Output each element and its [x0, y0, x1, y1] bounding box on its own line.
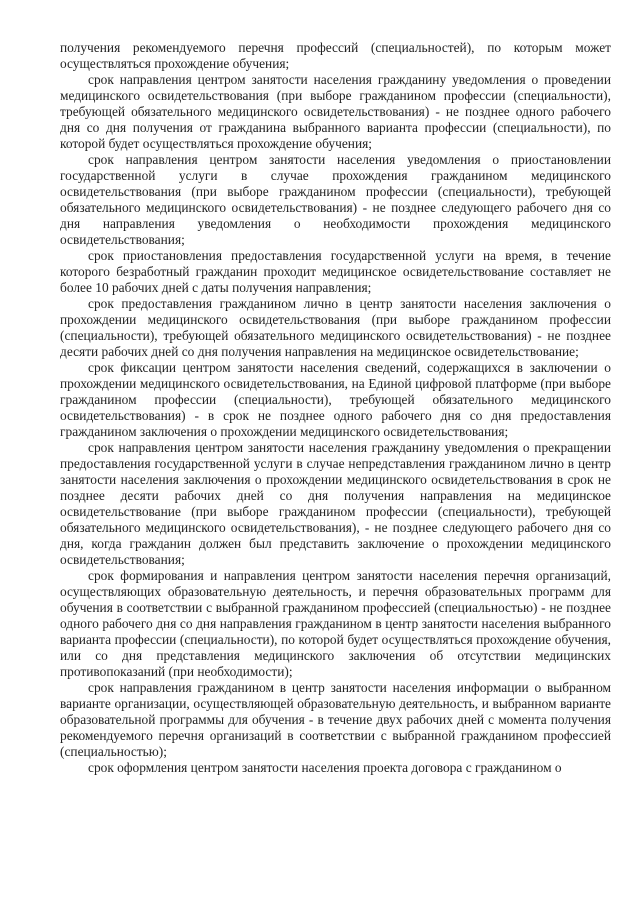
paragraph-7: срок направления центром занятости населения гражданину уведомления о прекращении предоставления государственной услуги в случае непредставления гражданином лично в центр занятости населения заключения о прохождении медицинского освидетельствования в срок не позднее десяти рабочих дней со дня получения направления на медицинское освидетельствование (при выборе гражданином профессии (специальности), требующей обязательного медицинского освидетельствования), - не позднее следующего рабочего дня со дня, когда гражданин должен был представить заключение о прохождении медицинского освидетельствования;	[60, 440, 611, 567]
paragraph-4: срок приостановления предоставления государственной услуги на время, в течение которого безработный гражданин проходит медицинское освидетельствование составляет не более 10 рабочих дней с даты получения направления;	[60, 248, 611, 295]
paragraph-10: срок оформления центром занятости населения проекта договора с гражданином о	[88, 760, 562, 775]
paragraph-3: срок направления центром занятости населения уведомления о приостановлении государственной услуги в случае прохождения гражданином медицинского освидетельствования (при выборе гражданином профессии (специальности), требующей обязательного медицинского освидетельствования) - не позднее следующего рабочего дня со дня направления уведомления о необходимости прохождения медицинского освидетельствования;	[60, 152, 611, 247]
paragraph-6: срок фиксации центром занятости населения сведений, содержащихся в заключении о прохождении медицинского освидетельствования, на Единой цифровой платформе (при выборе гражданином профессии (специальности), требующей обязательного медицинского освидетельствования) - в срок не позднее одного рабочего дня со дня предоставления гражданином заключения о прохождении медицинского освидетельствования;	[60, 360, 611, 439]
paragraph-1: получения рекомендуемого перечня профессий (специальностей), по которым может осуществляться прохождение обучения;	[60, 40, 611, 71]
document-page	[60, 40, 611, 776]
paragraph-9: срок направления гражданином в центр занятости населения информации о выбранном варианте организации, осуществляющей образовательную деятельность, и выбранном варианте образовательной программы для обучения - в течение двух рабочих дней с момента получения рекомендуемого перечня организаций в соответствии с выбранной гражданином профессией (специальностью);	[60, 680, 611, 759]
paragraph-2: срок направления центром занятости населения гражданину уведомления о проведении медицинского освидетельствования (при выборе гражданином профессии (специальности), требующей обязательного медицинского освидетельствования) - не позднее одного рабочего дня со дня получения от гражданина выбранного варианта профессии (специальности), по которой будет осуществляться прохождение обучения;	[60, 72, 611, 151]
paragraph-8: срок формирования и направления центром занятости населения перечня организаций, осуществляющих образовательную деятельность, и перечня образовательных программ для обучения в соответствии с выбранной гражданином профессией (специальностью) - не позднее одного рабочего дня со дня направления гражданином в центр занятости населения выбранного варианта профессии (специальности), по которой будет осуществляться прохождение обучения, или со дня представления медицинского заключения об отсутствии медицинских противопоказаний (при необходимости);	[60, 568, 611, 679]
paragraph-5: срок предоставления гражданином лично в центр занятости населения заключения о прохождении медицинского освидетельствования (при выборе гражданином профессии (специальности), требующей обязательного медицинского освидетельствования) - не позднее десяти рабочих дней со дня получения направления на медицинское освидетельствование;	[60, 296, 611, 359]
